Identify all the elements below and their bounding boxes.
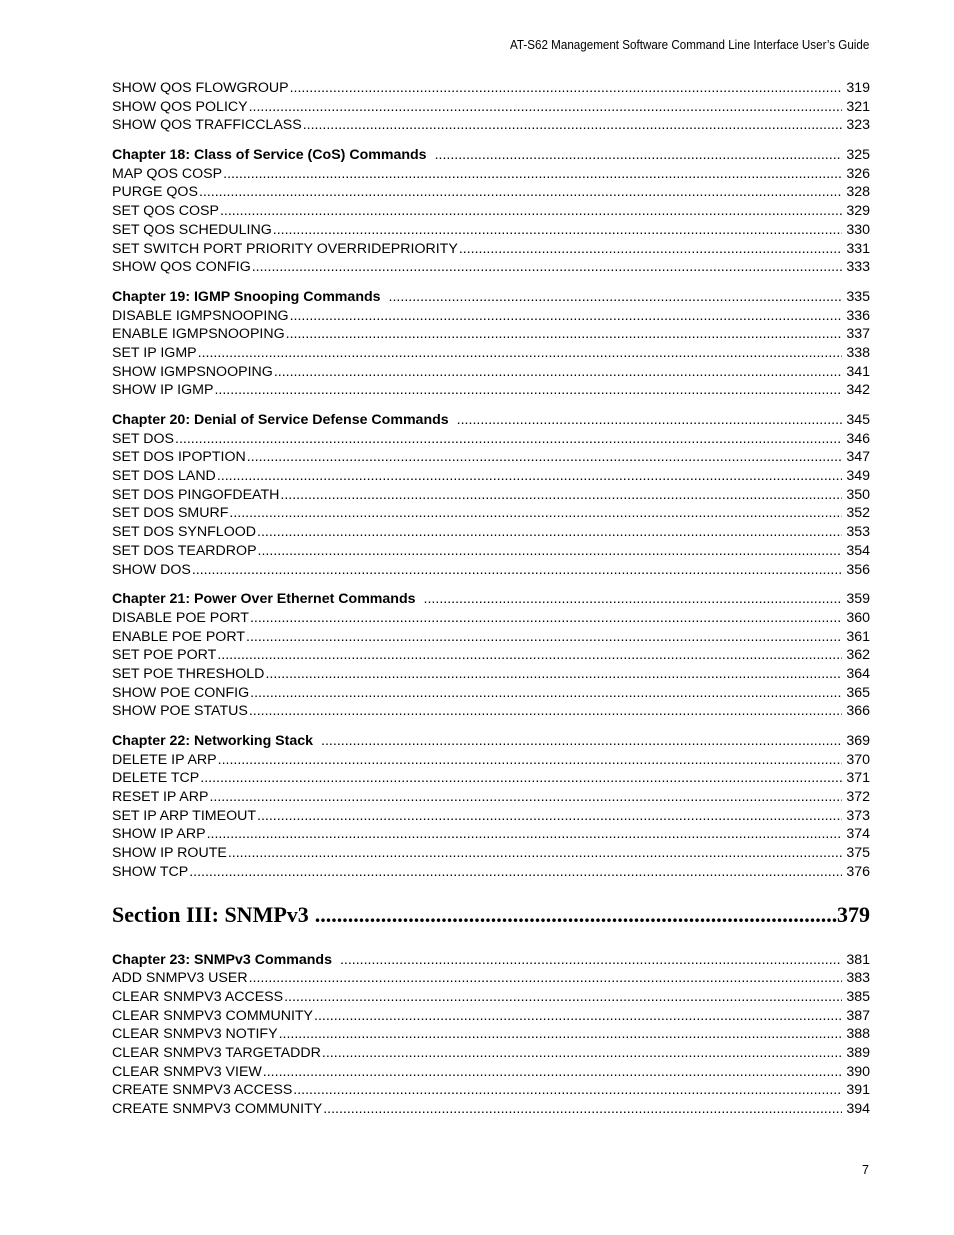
toc-entry-title: SHOW POE STATUS <box>112 703 248 720</box>
toc-entry-row[interactable] <box>112 665 870 684</box>
toc-entry-row[interactable] <box>112 969 870 988</box>
toc-entry-row[interactable] <box>112 684 870 703</box>
toc-page-number: 376 <box>846 863 870 880</box>
toc-entry-title: CREATE SNMPV3 ACCESS <box>112 1082 293 1099</box>
toc-entry-row[interactable] <box>112 240 870 259</box>
dot-leader <box>229 504 842 523</box>
dot-leader <box>249 969 843 988</box>
toc-entry-row[interactable] <box>112 202 870 221</box>
dot-leader <box>250 684 842 703</box>
dot-leader <box>214 381 842 400</box>
toc-section-title: Section III: SNMPv3 <box>112 901 309 927</box>
dot-leader <box>217 646 842 665</box>
toc-page-number: 366 <box>846 703 870 720</box>
toc-page-number: 369 <box>846 733 870 749</box>
toc-page-number: 338 <box>846 344 870 361</box>
toc-entry-row[interactable] <box>112 448 870 467</box>
toc-page-number: 353 <box>846 524 870 541</box>
toc-entry-row[interactable] <box>112 1063 870 1082</box>
toc-page-number: 350 <box>846 486 870 503</box>
toc-entry-title: SET DOS IPOPTION <box>112 449 246 466</box>
toc-entry-row[interactable] <box>112 98 870 117</box>
toc-page-number: 326 <box>846 165 870 182</box>
toc-entry-row[interactable] <box>112 381 870 400</box>
toc-entry-row[interactable] <box>112 825 870 844</box>
dot-leader <box>435 146 843 165</box>
toc-entry-row[interactable] <box>112 628 870 647</box>
dot-leader <box>290 79 843 98</box>
toc-page-number: 361 <box>846 628 870 645</box>
toc-page-number: 381 <box>846 951 870 968</box>
dot-leader <box>323 1100 842 1119</box>
dot-leader <box>315 902 837 928</box>
toc-chapter-title: Chapter 19: IGMP Snooping Commands <box>112 288 381 305</box>
toc-chapter-row[interactable] <box>112 732 870 751</box>
toc-page-number: 346 <box>846 430 870 447</box>
toc-page-number: 325 <box>846 147 870 164</box>
toc-page-number: 336 <box>846 307 870 324</box>
toc-page-number: 389 <box>846 1044 870 1061</box>
dot-leader <box>247 448 843 467</box>
toc-entry-row[interactable] <box>112 504 870 523</box>
toc-chapter-title: Chapter 23: SNMPv3 Commands <box>112 951 332 968</box>
toc-page-number: 349 <box>846 468 870 485</box>
toc-entry-row[interactable] <box>112 325 870 344</box>
toc-page-number: 371 <box>846 770 870 787</box>
dot-leader <box>207 825 843 844</box>
toc-chapter-row[interactable] <box>112 411 870 430</box>
toc-entry-row[interactable] <box>112 116 870 135</box>
dot-leader <box>459 240 843 259</box>
toc-entry-row[interactable] <box>112 467 870 486</box>
toc-entry-title: CLEAR SNMPV3 NOTIFY <box>112 1026 278 1043</box>
toc-page-number: 359 <box>846 591 870 608</box>
toc-spacer <box>112 928 870 940</box>
toc-entry-title: CLEAR SNMPV3 ACCESS <box>112 988 284 1005</box>
toc-page-number: 319 <box>846 80 870 96</box>
toc-spacer <box>112 721 870 732</box>
toc-page-number: 356 <box>846 561 870 578</box>
toc-entry-title: SHOW DOS <box>112 561 191 578</box>
toc-entry-row[interactable] <box>112 844 870 863</box>
toc-chapter-row[interactable] <box>112 951 870 970</box>
toc-spacer <box>112 882 870 902</box>
toc-entry-row[interactable] <box>112 79 870 98</box>
dot-leader <box>252 258 843 277</box>
toc-entry-title: SHOW IP IGMP <box>112 382 214 399</box>
toc-chapter-row[interactable] <box>112 590 870 609</box>
toc-entry-row[interactable] <box>112 183 870 202</box>
toc-page-number: 391 <box>846 1082 870 1099</box>
toc-entry-title: SHOW QOS CONFIG <box>112 259 251 276</box>
toc-entry-title: DISABLE IGMPSNOOPING <box>112 307 289 324</box>
toc-page-number: 375 <box>846 845 870 862</box>
page-number: 7 <box>862 1163 869 1177</box>
toc-page-number: 347 <box>846 449 870 466</box>
toc-page-number: 345 <box>846 412 870 428</box>
dot-leader <box>340 951 842 970</box>
dot-leader <box>265 665 842 684</box>
toc-entry-title: SET QOS SCHEDULING <box>112 221 272 238</box>
toc-entry-title: DISABLE POE PORT <box>112 609 249 626</box>
toc-entry-row[interactable] <box>112 988 870 1007</box>
toc-chapter-title: Chapter 18: Class of Service (CoS) Commands <box>112 147 427 164</box>
toc-entry-title: SET DOS LAND <box>112 468 216 485</box>
toc-entry-title: ENABLE IGMPSNOOPING <box>112 326 285 343</box>
toc-entry-row[interactable] <box>112 1025 870 1044</box>
toc-page-number: 328 <box>846 184 870 201</box>
toc-entry-row[interactable] <box>112 221 870 240</box>
toc-entry-title: SHOW QOS FLOWGROUP <box>112 80 289 96</box>
dot-leader <box>274 363 843 382</box>
toc-entry-title: CLEAR SNMPV3 VIEW <box>112 1063 262 1080</box>
toc-entry-title: SET QOS COSP <box>112 203 219 220</box>
toc-entry-row[interactable] <box>112 1081 870 1100</box>
toc-page-number: 379 <box>837 901 870 927</box>
dot-leader <box>200 769 842 788</box>
toc-entry-row[interactable] <box>112 702 870 721</box>
toc-entry-title: CLEAR SNMPV3 TARGETADDR <box>112 1044 321 1061</box>
toc-entry-title: RESET IP ARP <box>112 789 209 806</box>
toc-entry-title: PURGE QOS <box>112 184 198 201</box>
dot-leader <box>249 98 843 117</box>
dot-leader <box>198 344 843 363</box>
toc-page-number: 352 <box>846 505 870 522</box>
toc-entry-title: SHOW QOS POLICY <box>112 98 248 115</box>
toc-page-number: 362 <box>846 647 870 664</box>
toc-entry-title: SHOW IP ROUTE <box>112 845 227 862</box>
dot-leader <box>314 1007 842 1026</box>
toc-entry-row[interactable] <box>112 1007 870 1026</box>
dot-leader <box>286 325 843 344</box>
dot-leader <box>263 1063 843 1082</box>
toc-entry-title: SHOW IGMPSNOOPING <box>112 363 273 380</box>
dot-leader <box>280 486 842 505</box>
dot-leader <box>273 221 843 240</box>
dot-leader <box>175 430 842 449</box>
toc-chapter-title: Chapter 21: Power Over Ethernet Commands <box>112 591 416 608</box>
toc-page-number: 337 <box>846 326 870 343</box>
toc-page-number: 329 <box>846 203 870 220</box>
toc-entry-title: ENABLE POE PORT <box>112 628 245 645</box>
dot-leader <box>279 1025 843 1044</box>
dot-leader <box>303 116 843 135</box>
toc-page-number: 365 <box>846 684 870 701</box>
toc-entry-row[interactable] <box>112 807 870 826</box>
dot-leader <box>189 863 842 882</box>
toc-entry-row[interactable] <box>112 165 870 184</box>
toc-entry-row[interactable] <box>112 430 870 449</box>
toc-entry-title: SHOW POE CONFIG <box>112 684 250 701</box>
toc-page-number: 372 <box>846 789 870 806</box>
toc-page-number: 321 <box>846 98 870 115</box>
toc-entry-title: SET IP IGMP <box>112 344 197 361</box>
dot-leader <box>246 628 842 647</box>
toc-entry-row[interactable] <box>112 609 870 628</box>
toc-page-number: 330 <box>846 221 870 238</box>
toc-entry-row[interactable] <box>112 258 870 277</box>
toc-entry-title: SHOW IP ARP <box>112 826 206 843</box>
dot-leader <box>257 523 842 542</box>
dot-leader <box>322 1044 842 1063</box>
toc-entry-row[interactable] <box>112 863 870 882</box>
dot-leader <box>218 751 843 770</box>
toc-spacer <box>112 277 870 288</box>
toc-page-number: 342 <box>846 382 870 399</box>
running-header: AT-S62 Management Software Command Line Interface User’s Guide <box>509 38 869 52</box>
dot-leader <box>284 988 842 1007</box>
toc-chapter-row[interactable] <box>112 146 870 165</box>
toc-page-number: 373 <box>846 807 870 824</box>
toc-page-number: 323 <box>846 117 870 134</box>
toc-entry-title: SET DOS PINGOFDEATH <box>112 486 280 503</box>
toc-page-number: 394 <box>846 1101 870 1117</box>
toc-entry-row[interactable] <box>112 307 870 326</box>
dot-leader <box>217 467 843 486</box>
toc-page-number: 374 <box>846 826 870 843</box>
toc-page-number: 335 <box>846 288 870 305</box>
toc-entry-title: MAP QOS COSP <box>112 165 223 182</box>
toc-page-number: 333 <box>846 259 870 276</box>
dot-leader <box>199 183 842 202</box>
toc-page-number: 387 <box>846 1007 870 1024</box>
toc-page-number: 388 <box>846 1026 870 1043</box>
toc-page-number: 354 <box>846 542 870 559</box>
toc-page-number: 364 <box>846 665 870 682</box>
toc-entry-row[interactable] <box>112 363 870 382</box>
toc-entry-title: SET SWITCH PORT PRIORITY OVERRIDEPRIORITY <box>112 240 458 257</box>
toc-entry-title: DELETE IP ARP <box>112 751 217 768</box>
dot-leader <box>389 288 843 307</box>
toc-entry-title: CLEAR SNMPV3 COMMUNITY <box>112 1007 314 1024</box>
toc-entry-title: SET POE THRESHOLD <box>112 665 265 682</box>
toc-entry-title: ADD SNMPV3 USER <box>112 970 248 987</box>
toc-spacer <box>112 579 870 590</box>
toc-entry-row[interactable] <box>112 1044 870 1063</box>
toc-entry-row[interactable] <box>112 788 870 807</box>
table-of-contents <box>112 79 870 1119</box>
toc-spacer <box>112 940 870 951</box>
toc-entry-title: SET DOS SYNFLOOD <box>112 524 257 541</box>
dot-leader <box>249 702 842 721</box>
toc-page-number: 390 <box>846 1063 870 1080</box>
dot-leader <box>293 1081 842 1100</box>
toc-entry-title: SET DOS <box>112 430 175 447</box>
toc-entry-title: SET IP ARP TIMEOUT <box>112 807 257 824</box>
toc-section-row[interactable] <box>112 902 870 928</box>
toc-entry-row[interactable] <box>112 344 870 363</box>
toc-page-number: 383 <box>846 970 870 987</box>
toc-entry-title: SET POE PORT <box>112 647 217 664</box>
toc-entry-title: DELETE TCP <box>112 770 200 787</box>
dot-leader <box>220 202 842 221</box>
toc-page-number: 360 <box>846 609 870 626</box>
dot-leader <box>250 609 842 628</box>
dot-leader <box>258 542 843 561</box>
toc-entry-title: SHOW QOS TRAFFICCLASS <box>112 117 302 134</box>
dot-leader <box>209 788 842 807</box>
toc-entry-row[interactable] <box>112 542 870 561</box>
dot-leader <box>424 590 843 609</box>
dot-leader <box>192 561 843 580</box>
toc-entry-row[interactable] <box>112 646 870 665</box>
toc-spacer <box>112 400 870 411</box>
toc-entry-row[interactable] <box>112 523 870 542</box>
toc-entry-title: SET DOS SMURF <box>112 505 229 522</box>
dot-leader <box>257 807 842 826</box>
toc-entry-row[interactable] <box>112 751 870 770</box>
toc-chapter-title: Chapter 20: Denial of Service Defense Commands <box>112 412 449 428</box>
toc-page-number: 331 <box>846 240 870 257</box>
toc-page-number: 385 <box>846 988 870 1005</box>
toc-chapter-title: Chapter 22: Networking Stack <box>112 733 314 749</box>
toc-entry-row[interactable] <box>112 1100 870 1119</box>
toc-entry-title: CREATE SNMPV3 COMMUNITY <box>112 1101 323 1117</box>
dot-leader <box>223 165 842 184</box>
dot-leader <box>290 307 843 326</box>
toc-chapter-row[interactable] <box>112 288 870 307</box>
toc-entry-row[interactable] <box>112 561 870 580</box>
toc-entry-title: SHOW TCP <box>112 863 189 880</box>
toc-entry-title: SET DOS TEARDROP <box>112 542 257 559</box>
toc-spacer <box>112 135 870 146</box>
dot-leader <box>321 732 842 751</box>
toc-entry-row[interactable] <box>112 769 870 788</box>
toc-page-number: 370 <box>846 751 870 768</box>
dot-leader <box>457 411 843 430</box>
toc-entry-row[interactable] <box>112 486 870 505</box>
dot-leader <box>228 844 843 863</box>
toc-page-number: 341 <box>846 363 870 380</box>
